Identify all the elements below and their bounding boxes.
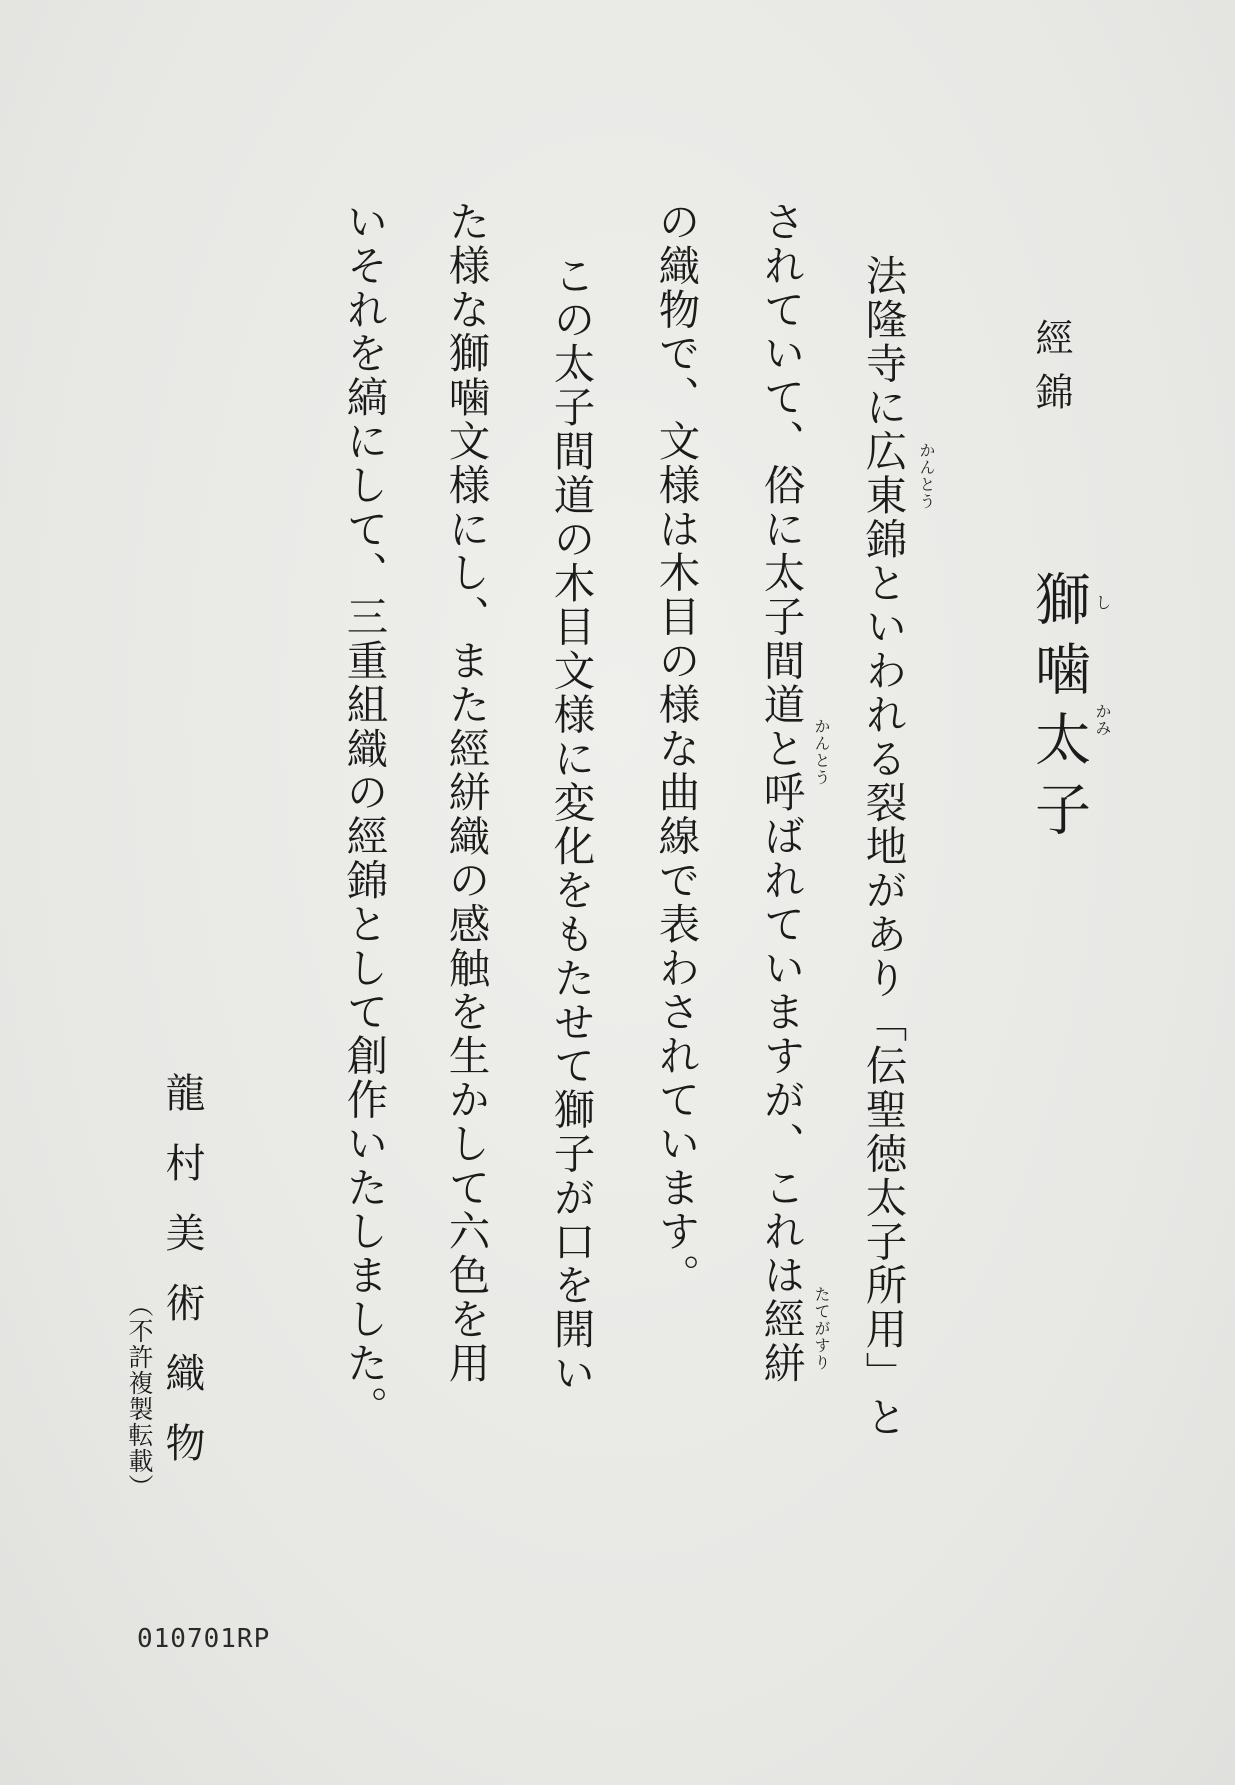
copyright-notice: （不許複製転載） (125, 1292, 154, 1500)
body-line-4: この太子間道の木目文様に変化をもたせて獅子が口を開い (546, 254, 596, 1396)
ruby-shi: し (1093, 594, 1112, 611)
body-line-5: た様な獅噛文様にし、また經絣織の感触を生かして六色を用 (441, 200, 491, 1386)
body-line-3: の織物で、文様は木目の様な曲線で表わされています。 (651, 200, 701, 1298)
ruby-kando: かんとう (812, 718, 831, 786)
body-line-2: されていて、俗に太子間道と呼ばれていますが、これは經絣 (756, 200, 806, 1386)
product-code: 010701RP (137, 1624, 271, 1654)
body-line-1: 法隆寺に広東錦といわれる裂地があり「伝聖徳太子所用」と (858, 254, 908, 1440)
work-title: 獅噛太子 (1026, 570, 1091, 850)
body-line-6: いそれを縞にして、三重組織の經錦として創作いたしました。 (339, 200, 389, 1430)
category-label: 經錦 (1029, 318, 1073, 426)
ruby-canton: かんとう (917, 442, 936, 510)
maker-name: 龍村美術織物 (159, 1072, 205, 1492)
ruby-kami: かみ (1093, 703, 1112, 737)
ruby-tategasuri: たてがすり (812, 1286, 831, 1371)
